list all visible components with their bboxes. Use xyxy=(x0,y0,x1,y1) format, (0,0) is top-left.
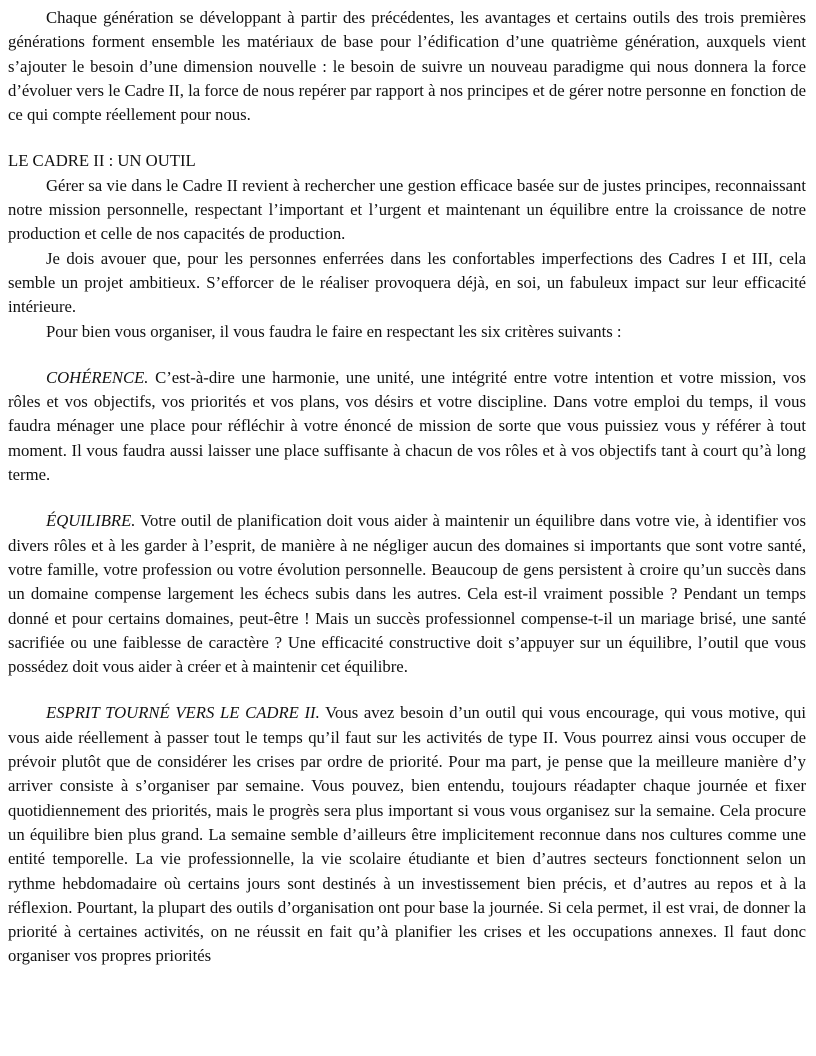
paragraph-avouer: Je dois avouer que, pour les personnes enferrées dans les confortables imperfections des Cadres I et III, cela semble un projet ambitieux. S’efforcer de le réaliser provoquera déjà, en soi, un fabuleux impact sur leur efficacité intérieure. xyxy=(8,248,806,317)
text-coherence: C’est-à-dire une harmonie, une unité, une intégrité entre votre intention et votre mission, vos rôles et vos objectifs, vos priorités et vos plans, vos désirs et votre discipline. Dans votre emploi du temps, il vous faudra ménager une place pour réfléchir à votre énoncé de mission de sorte que vous puissiez vous y référer à tout moment. Il vous faudra aussi laisser une place suffisante à chacun de vos rôles et à vos objectifs tant à court qu’à long terme. xyxy=(8,367,806,485)
text-equilibre: Votre outil de planification doit vous aider à maintenir un équilibre dans votre vie, à identifier vos divers rôles et à les garder à l’esprit, de manière à ne négliger aucun des domaines si importants que sont votre santé, votre famille, votre profession ou votre évolution personnelle. Beaucoup de gens persistent à croire qu’un succès dans un domaine compense largement les échecs subis dans les autres. Cela est-il vraiment possible ? Pendant un temps donné et pour certains domaines, peut-être ! Mais un succès professionnel compense-t-il un mariage brisé, une santé sacrifiée ou une faiblesse de caractère ? Une efficacité constructive doit s’appuyer sur un équilibre, l’outil que vous possédez doit vous aider à créer et à maintenir cet équilibre. xyxy=(8,511,806,677)
spacer xyxy=(8,344,806,366)
paragraph-cadre-ii: Gérer sa vie dans le Cadre II revient à rechercher une gestion efficace basée sur de justes principes, reconnaissant notre mission personnelle, respectant l’important et l’urgent et maintenant un équilibre entre la croissance de notre production et celle de nos capacités de production. xyxy=(8,175,806,244)
section-heading: LE CADRE II : UN OUTIL xyxy=(8,151,196,171)
paragraph-criteres: Pour bien vous organiser, il vous faudra le faire en respectant les six critères suivants : xyxy=(46,321,622,341)
paragraph-coherence xyxy=(8,366,806,487)
spacer xyxy=(8,487,806,509)
spacer xyxy=(8,679,806,701)
term-equilibre: ÉQUILIBRE. xyxy=(46,511,136,531)
spacer xyxy=(8,127,806,149)
text-esprit-cadre-ii: Vous avez besoin d’un outil qui vous encourage, qui vous motive, qui vous aide réellement à passer tout le temps qu’il faut sur les activités de type II. Vous pourrez ainsi vous occuper de prévoir plutôt que de considérer les crises par ordre de priorité. Pour ma part, je pense que la meilleure manière d’y arriver consiste à s’organiser par semaine. Vous pouvez, bien entendu, toujours réadapter chaque journée et fixer quotidiennement des priorités, mais le progrès sera plus important si vous vous organisez sur la semaine. Cela procure un équilibre bien plus grand. La semaine semble d’ailleurs être implicitement reconnue dans nos cultures comme une entité temporelle. La vie professionnelle, la vie scolaire étudiante et bien d’autres secteurs fonctionnent selon un rythme hebdomadaire où certains jours sont destinés à un investissement bien précis, et d’autres au repos et à la réflexion. Pourtant, la plupart des outils d’organisation ont pour base la journée. Si cela permet, il est vrai, de donner la priorité à certaines activités, on ne réussit en fait qu’à planifier les crises et les occupations annexes. Il faut donc organiser vos propres priorités xyxy=(8,703,806,966)
term-coherence: COHÉRENCE. xyxy=(46,367,149,387)
paragraph-esprit-cadre-ii xyxy=(8,701,806,968)
paragraph-equilibre xyxy=(8,509,806,679)
intro-paragraph: Chaque génération se développant à partir des précédentes, les avantages et certains outils des trois premières générations forment ensemble les matériaux de base pour l’édification d’une quatrième génération, auxquels vient s’ajouter le besoin d’une dimension nouvelle : le besoin de suivre un nouveau paradigme qui nous donnera la force d’évoluer vers le Cadre II, la force de nous repérer par rapport à nos principes et de gérer notre personne en fonction de ce qui compte réellement pour nous. xyxy=(8,8,806,125)
term-esprit-cadre-ii: ESPRIT TOURNÉ VERS LE CADRE II. xyxy=(46,703,320,723)
